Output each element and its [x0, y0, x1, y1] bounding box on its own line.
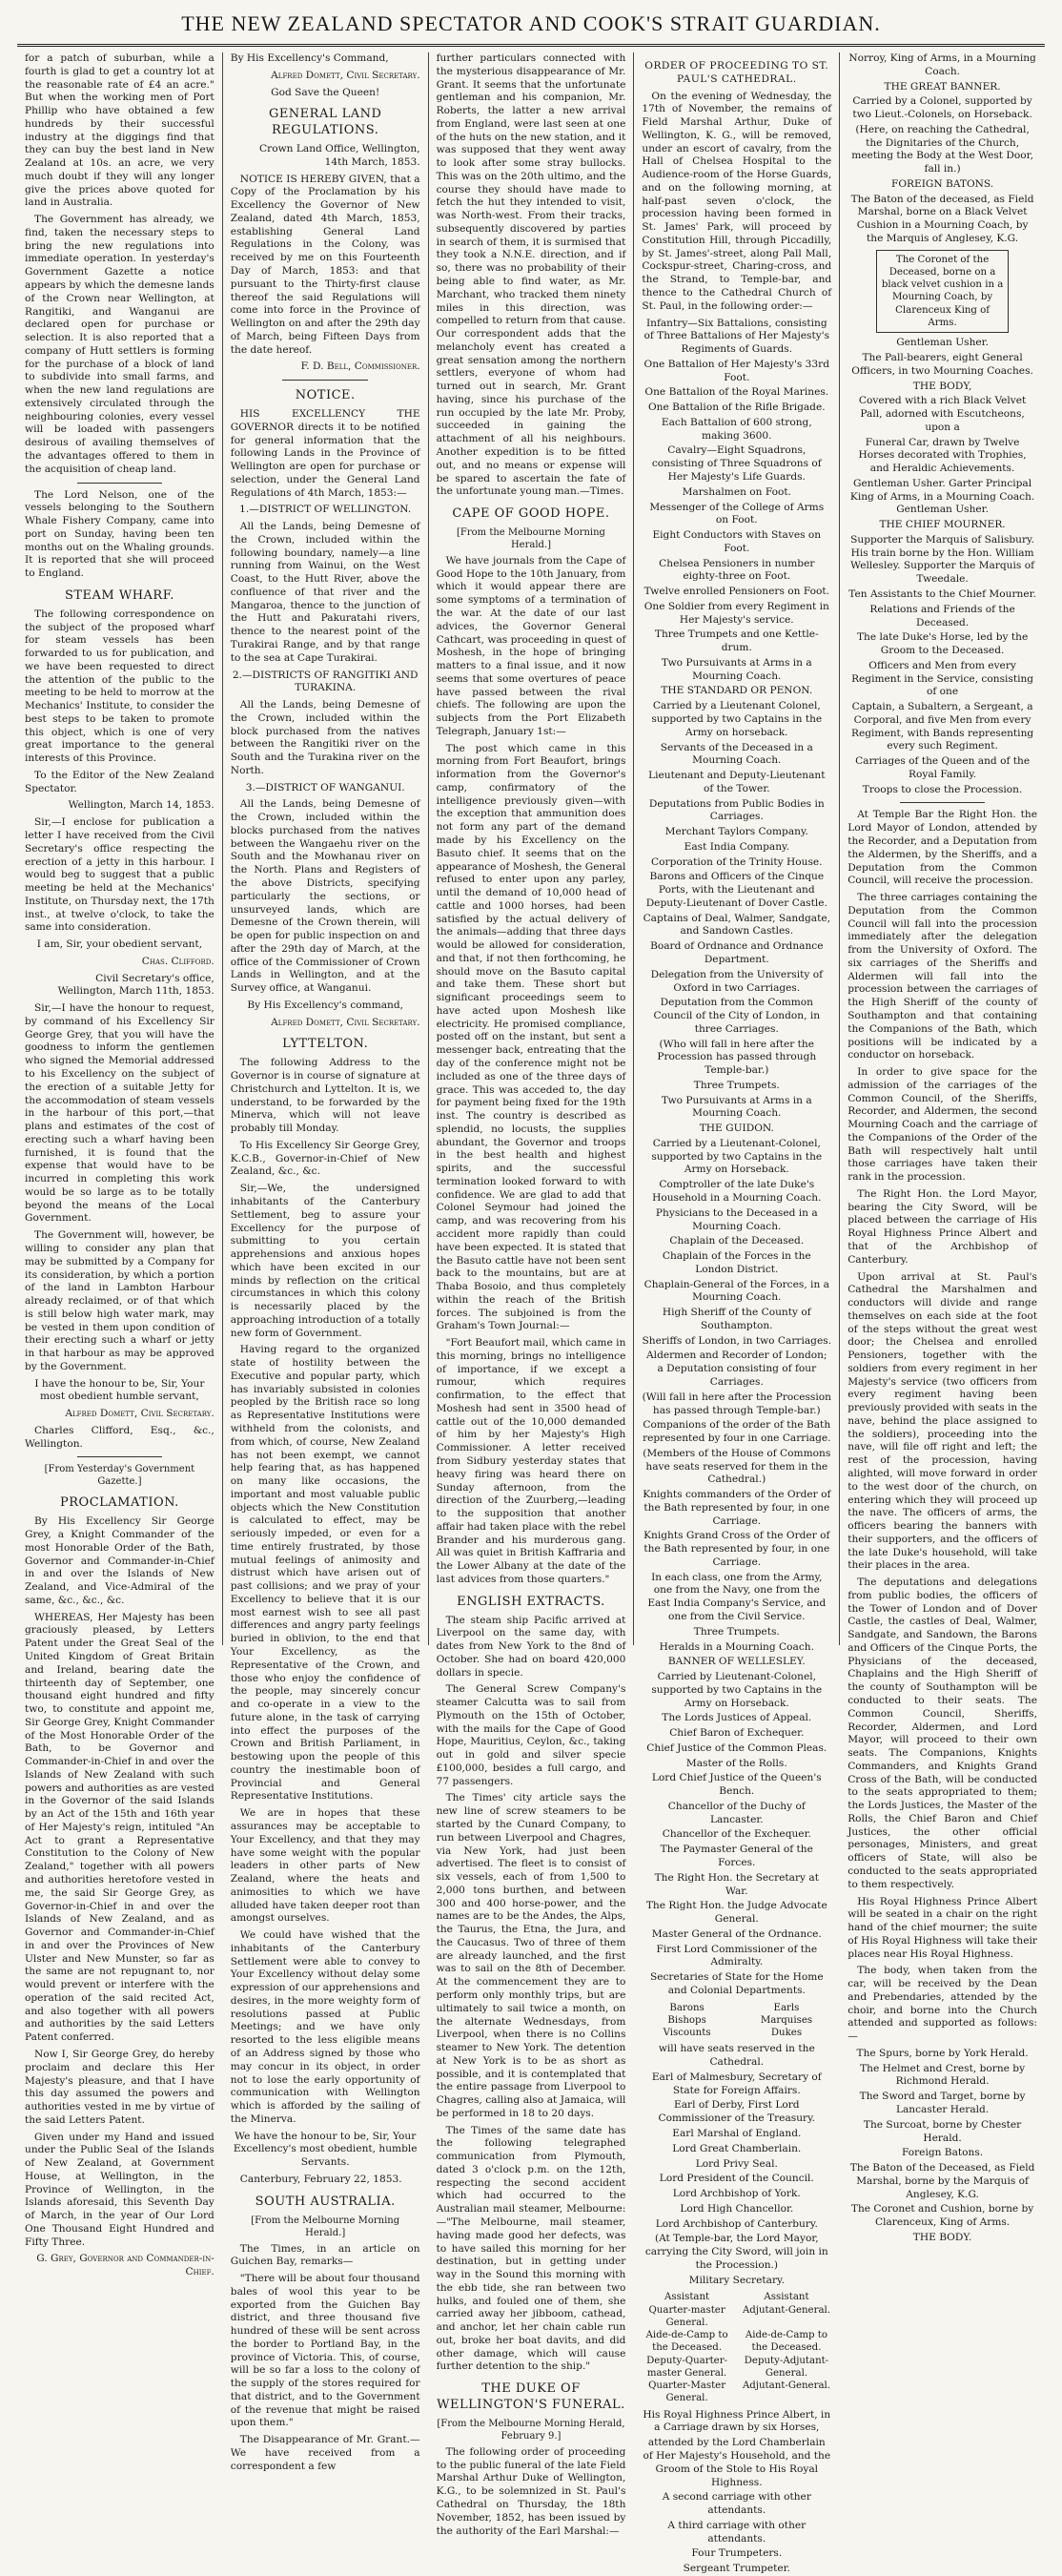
section-heading: THE DUKE OF WELLINGTON'S FUNERAL. — [437, 2381, 625, 2413]
procession-item: Corporation of the Trinity House. — [651, 855, 823, 868]
article-paragraph: Sir,—I enclose for publication a letter I have received from the Civil Secretary's office respecting the erection of a jetty in this harbour. I would beg to suggest that a public meeting be held at the Mechanics' Institute, on Thursday next, the 17th inst., at twelve o'clock, to take the same into consideration. — [25, 816, 214, 934]
section-heading: CAPE OF GOOD HOPE. — [452, 506, 610, 522]
gentleman-usher: Gentleman Usher. — [896, 337, 989, 349]
article-paragraph: Now I, Sir George Grey, do hereby proclaim and declare this Her Majesty's pleasure, and that I have this day assumed the powers and authorities vested in me by virtue of the said Letters Patent. — [25, 2048, 214, 2126]
source-line: [From the Melbourne Morning Herald, February 9.] — [437, 2418, 625, 2442]
column-4 — [634, 52, 840, 2575]
officer-title: Adjutant-General. — [742, 2380, 831, 2392]
article-paragraph: The following Address to the Governor is in course of signature at Christchurch and Lyttelton. It is, we understand, to be forwarded by the Minerva, which will not leave probably till Monday. — [230, 1057, 420, 1135]
procession-item: Captains of Deal, Walmer, Sandgate, and Sandown Castles. — [643, 912, 831, 938]
procession-item: Carried by Lieutenant-Colonel, supported by two Captains in the Army on Horseback. — [651, 1671, 823, 1709]
procession-item: THE STANDARD OR PENON. — [661, 685, 813, 697]
closing: I am, Sir, your obedient servant, — [36, 938, 203, 951]
procession-item: Delegation from the University of Oxford in two Carriages. — [650, 968, 823, 994]
procession-item: Three Trumpets. — [693, 1625, 780, 1638]
article-paragraph: NOTICE IS HEREBY GIVEN, that a Copy of the Proclamation by his Excellency the Governor of New Zealand, dated 4th March, 1853, establishing General Land Regulations in the Colony, was received by me on this Fourteenth Day of March, 1853: and that pursuant to the Thirty-first clause thereof the said Regulations will come into force in the Province of Wellington on and after the 29th day of March, being Fifteen Days from the date hereof. — [230, 173, 420, 356]
procession-item: The Spurs, borne by York Herald. — [856, 2047, 1029, 2059]
article-paragraph: By His Excellency Sir George Grey, a Knight Commander of the most Honorable Order of the Bath, Governor and Commander-in-Chief in and over the Islands of New Zealand, and Vice-Admiral of the same, &c., &c., &c. — [25, 1515, 214, 1606]
procession-item: Carriages of the Queen and of the Royal Family. — [855, 755, 1031, 780]
procession-item: Chancellor of the Duchy of Lancaster. — [667, 1800, 806, 1825]
columns — [17, 52, 1045, 2575]
article-paragraph: To His Excellency Sir George Grey, K.C.B., Governor-in-Chief of New Zealand, &c., &c. — [230, 1139, 420, 1178]
procession-item: THE CHIEF MOURNER. — [879, 519, 1006, 531]
procession-item: Three Trumpets and one Kettle-drum. — [654, 629, 819, 654]
procession-item: THE GREAT BANNER. — [884, 80, 1001, 93]
procession-item: Knights commanders of the Order of the Bath represented by four, in one Carriage. — [643, 1489, 831, 1527]
peers-list — [642, 2002, 831, 2040]
peer-rank: Bishops — [667, 2014, 706, 2026]
section-heading: NOTICE. — [295, 388, 356, 403]
procession-item: Cavalry—Eight Squadrons, consisting of Three Squadrons of Her Majesty's Life Guards. — [651, 444, 822, 483]
procession-item: First Lord Commissioner of the Admiralty. — [656, 1943, 818, 1968]
peer-rank: Viscounts — [663, 2028, 711, 2039]
procession-item: Chief Justice of the Common Pleas. — [646, 1741, 827, 1754]
procession-item: Norroy, King of Arms, in a Mourning Coach. — [848, 52, 1036, 77]
procession-item: Lord Great Chamberlain. — [672, 2142, 802, 2154]
article-paragraph: further particulars connected with the mysterious disappearance of Mr. Grant. It seems that the unfortunate gentleman and his companion, Mr. Roberts, the latter a new arrival from England, were last seen at one of the huts on the new station, and it was supposed that they went away to look after some stray bullocks. This was on the 20th ultimo, and the course they should have made to fetch the hut they intended to visit, was North-west. From their tracks, subsequently discovered by parties in search of them, it is surmised that they took a N.N.E. direction, and if so, there was no probability of their being able to find water, as Mr. Marchant, who tracked them ninety miles in this direction, was compelled to return from that cause. Our correspondent adds that the melancholy event has created a great sensation among the northern settlers, everyone of whom had turned out in search, Mr. Grant having, since his purchase of the run occupied by the late Mr. Proby, succeeded in gaining the attachment of all his neighbours. Another expedition is to be fitted out, and no means or expense will be spared to ascertain the fate of the unfortunate young man.—Times. — [436, 52, 626, 498]
coronet-box — [876, 250, 1009, 334]
procession-item: BANNER OF WELLESLEY. — [667, 1656, 806, 1668]
procession-item: Lord Chief Justice of the Queen's Bench. — [651, 1772, 822, 1798]
article-paragraph: We have journals from the Cape of Good Hope to the 10th January, from which it would appear there are some symptoms of a termination of the war. At the date of our last advices, the Governor General Cathcart, was proceeding in quest of Moshesh, in the hope of bringing matters to a final issue, and it now seems that some overtures of peace have passed between the rival chiefs. The following are upon the subjects from the Port Elizabeth Telegraph, January 1st:— — [436, 554, 626, 737]
article-paragraph: All the Lands, being Demesne of the Crown, included within the block purchased from the natives between the Rangitiki river on the South and the Turakina river on the North. — [230, 699, 420, 776]
procession-item: Physicians to the Deceased in a Mourning Coach. — [655, 1206, 818, 1232]
procession-item: will have seats reserved in the Cathedral. — [658, 2043, 815, 2069]
peer-rank: Barons — [669, 2002, 705, 2013]
signature: Chas. Clifford. — [141, 955, 214, 967]
procession-item: A third carriage with other attendants. — [667, 2519, 807, 2545]
column-2 — [223, 52, 429, 2472]
officer-title: Deputy-Adjutant-General. — [744, 2355, 829, 2379]
article-paragraph: We could have wished that the inhabitants of the Canterbury Settlement were able to convey to Your Excellency without delay some expression of our apprehensions and desires, in the more weighty form of resolutions passed at Public Meetings; and we have only resorted to the less eligible means of an Address signed by those who may concur in its object, in order not to lose the early opportunity of communication with Wellington which is afforded by the sailing of the Minerva. — [230, 1929, 420, 2125]
section-heading: LYTTELTON. — [282, 1037, 369, 1052]
article-paragraph: The following order of proceeding to the public funeral of the late Field Marshal Arthur Duke of Wellington, K.G., to be solemnized in St. Paul's Cathedral on Thursday, the 18th November, 1852, has been issued by the authority of the Earl Marshal:— — [436, 2445, 626, 2537]
procession-item: Earl of Derby, First Lord Commissioner of the Treasury. — [658, 2099, 816, 2125]
procession-item: Aldermen and Recorder of London; a Deputation consisting of four Carriages. — [646, 1350, 827, 1388]
procession-item: Sheriffs of London, in two Carriages. — [642, 1334, 832, 1347]
peer-rank: Marquises — [760, 2014, 813, 2026]
procession-item: The Baton of the Deceased, as Field Marshal, borne by the Marquis of Anglesey, K.G. — [849, 2162, 1035, 2200]
peer-rank: Earls — [773, 2002, 800, 2013]
officer-title: Quarter-Master General. — [648, 2380, 726, 2404]
article-paragraph: The post which came in this morning from Fort Beaufort, brings information from the Governor's camp, confirmatory of the intelligence previously given—with the exception that ammunition does not form any part of the demand made by his Excellency on the Basuto chief. It seems that on the appearance of Moshesh, the General refused to enter upon any parley, until the demand of 10,000 head of cattle and 1000 horses, had been satisfied by the actual delivery of the animals—adding that three days would be allowed for consideration, and that, if not then forthcoming, he should move on the Basuto capital and take them. These short but significant proceedings seem to have acted upon Moshesh like electricity. He promised compliance, posted off on the instant, but sent a messenger back, entreating that the day of the conference might not be included as one of the three days of grace. This was acceded to, the day for payment being fixed for the 19th inst. The country is described as splendid, no locusts, the supplies abundant, the Governor and troops in the best health and highest spirits, and the successful termination looked forward to with confidence. We are glad to add that Colonel Seymour had joined the camp, and was recovering from his accident more rapidly than could have been expected. It is stated that the Basuto cattle have not been sent back to the mountains, but are at Thaba Bosoio, and thus completely within the reach of the British forces. The subjoined is from the Graham's Town Journal:— — [436, 742, 626, 1332]
procession-item: His Royal Highness Prince Albert, in a Carriage drawn by six Horses, — [643, 2408, 831, 2434]
article-paragraph: The deputations and delegations from public bodies, the officers of the Tower of London and of Dover Castle, the castles of Deal, Walmer, Sandgate, and Sandown, the Barons and Officers of the Cinque Ports, the Physicians of the deceased, Chaplains and the High Sheriff of the county of Southampton will be conducted to their seats. The Common Council, Sheriffs, Recorder, Aldermen, and Lord Mayor, will proceed to their own seats. The Companions, Knights Commanders, and Knights Grand Cross of the Bath, will be conducted to the seats appropriated to them; the Lords Justices, the Master of the Rolls, the Chief Baron and Chief Justices, the other official personages, Ministers, and great officers of State, will also be conducted to the seats appropriated to them respectively. — [848, 1577, 1037, 1890]
procession-item: Twelve enrolled Pensioners on Foot. — [643, 586, 829, 598]
procession-item: Two Pursuivants at Arms in a Mourning Coach. — [661, 1094, 812, 1120]
procession-item: Heralds in a Mourning Coach. — [659, 1640, 814, 1653]
procession-item: The Helmet and Crest, borne by Richmond Herald. — [860, 2062, 1026, 2088]
article-paragraph: The Times' city article says the new line of screw steamers to be started by the Cunard Company, to run between Liverpool and Chagres, via New York, had just been advertised. The fleet is to consist of six vessels, each of from 1,500 to 2,000 tons burthen, and between 300 and 400 horse-power, and the names are to be the Andes, the Alps, the Taurus, the Etna, the Jura, and the Caucasus. Two of three of them are already launched, and the first was to sail on the 8th of December. At the commencement they are to perform only monthly trips, but are ultimately to sail twice a month, on the alternate Wednesdays, from Liverpool, when there is no Collins steamer to New York. The detention at New York is to be as short as possible, and it is contemplated that the entire passage from Liverpool to Chagres, calling also at Jamaica, will be performed in 18 to 20 days. — [436, 1792, 626, 2119]
procession-item: Two Pursuivants at Arms in a Mourning Coach. — [661, 656, 812, 682]
article-paragraph: The General Screw Company's steamer Calcutta was to sail from Plymouth on the 15th of October, with the mails for the Cape of Good Hope, Mauritius, Ceylon, &c., taking out in gold and silver specie £100,000, besides a full cargo, and 77 passengers. — [436, 1683, 626, 1787]
article-paragraph: The Right Hon. the Lord Mayor, bearing the City Sword, will be placed between the carriage of His Royal Highness Prince Albert and that of the Archbishop of Canterbury. — [848, 1187, 1037, 1266]
procession-item: (Members of the House of Commons have seats reserved for them in the Cathedral.) — [643, 1447, 831, 1486]
procession-item: Lord Archbishop of Canterbury. — [655, 2217, 818, 2230]
procession-item: Ten Assistants to the Chief Mourner. — [848, 588, 1036, 600]
closing: By His Excellency's command, — [247, 999, 404, 1011]
procession-item: Earl Marshal of England. — [672, 2128, 802, 2139]
article-paragraph: The body, when taken from the car, will be received by the Dean and Prebendaries, attended by the choir, and borne into the Church attended and supported as follows:— — [848, 1965, 1037, 2043]
addressee: Charles Clifford, Esq., &c., Wellington. — [25, 1424, 214, 1450]
article-paragraph: Sir,—I have the honour to request, by command of his Excellency Sir George Grey, that you will have the goodness to inform the gentlemen who signed the Memorial addressed to his Excellency on the subject of the erection of a suitable Jetty for the accommodation of steam vessels in the harbour of this port,—that plans and estimates of the cost of erecting such a wharf having been furnished, it is found that the expense that would have to be incurred in completing this work would be so large as to be totally beyond the means of the Local Government. — [25, 1002, 214, 1225]
procession-item: High Sheriff of the County of Southampton. — [662, 1307, 811, 1331]
procession-item: The Sword and Target, borne by Lancaster Herald. — [859, 2091, 1026, 2115]
dateline: Canterbury, February 22, 1853. — [239, 2173, 402, 2185]
closing: God Save the Queen! — [271, 86, 380, 98]
procession-item: Knights Grand Cross of the Order of the Bath represented by four, in one Carriage. — [643, 1530, 830, 1568]
procession-item: One Battalion of the Royal Marines. — [644, 386, 829, 399]
article-paragraph: All the Lands, being Demesne of the Crown, included within the following boundary, namely—a line running from Wainui, on the West Coast, to the Hutt River, above the confluence of that river and the Mangaroa, thence to the junction of the Hutt and Pakuratahi rivers, thence to the nearest point of the Turakirai Range, and by that range to the sea at Cape Turakirai. — [230, 521, 420, 664]
procession-item: The late Duke's Horse, led by the Groom to the Deceased. — [856, 631, 1029, 657]
procession-item: Chaplain of the Forces in the London District. — [662, 1250, 811, 1275]
procession-item: The Surcoat, borne by Chester Herald. — [863, 2118, 1022, 2144]
officer-title: Assistant Quarter-master General. — [648, 2292, 725, 2328]
article-paragraph: At Temple Bar the Right Hon. the Lord Mayor of London, attended by the Recorder, and a Deputation from the Aldermen, by the Sheriffs, and a Deputation from the Common Council, will receive the procession. — [848, 809, 1037, 887]
procession-item: Supporter the Marquis of Salisbury. His train borne by the Hon. William Wellesley. Supporter the Marquis of Tweedale. — [850, 533, 1035, 586]
procession-item: Officers and Men from every Regiment in the Service, consisting of one — [851, 659, 1034, 698]
column-5 — [840, 52, 1045, 2243]
officer-title: Deputy-Quarter-master General. — [646, 2355, 728, 2379]
dateline: Crown Land Office, Wellington, 14th March, 1853. — [259, 143, 420, 168]
signature: Alfred Domett, Civil Secretary. — [271, 1016, 420, 1028]
procession-item: Deputations from Public Bodies in Carriages. — [648, 797, 825, 823]
procession-item: Gentleman Usher. Garter Principal King of Arms, in a Mourning Coach. Gentleman Usher. — [849, 477, 1035, 516]
procession-item: Captain, a Subaltern, a Sergeant, a Corporal, and five Men from every Regiment, with Bands representing every such Regiment. — [850, 701, 1034, 752]
procession-item: Each Battalion of 600 strong, making 3600. — [661, 416, 812, 442]
section-heading: ENGLISH EXTRACTS. — [457, 1594, 605, 1609]
article-paragraph: Having regard to the organized state of hostility between the Executive and popular party, which has invariably subsisted in colonies peopled by the British race so long as Representative Institutions were withheld from the colonists, and from which, of course, New Zealand has not been exempt, we cannot help fearing that, as has happened on many like occasions, the important and most valuable public objects which the New Constitution is calculated to effect, may be seriously impeded, or even for a time entirely frustrated, by those mutual feelings of animosity and distrust which have arisen out of past collisions; and we pray of your Excellency to believe that it is our most earnest wish to see all past differences and angry party feelings buried in oblivion, to the end that Your Excellency, as the Representative of the Crown, and those who enjoy the confidence of the people, may sincerely concur and co-operate in a view to the future alone, in the task of carrying into effect the purposes of the Crown and British Parliament, in bestowing upon the people of this country the inestimable boon of Provincial and General Representative Institutions. — [230, 1344, 420, 1803]
procession-item: Lieutenant and Deputy-Lieutenant of the Tower. — [648, 770, 826, 794]
procession-list-2 — [642, 2043, 831, 2287]
section-heading: STEAM WHARF. — [64, 587, 174, 603]
divider — [282, 380, 367, 381]
procession-item: THE BODY, — [912, 380, 972, 392]
procession-item: (Will fall in here after the Procession has passed through Temple-bar.) — [642, 1391, 831, 1416]
procession-item: The Lords Justices of Appeal. — [662, 1712, 812, 1724]
officer-title: Assistant Adjutant-General. — [742, 2292, 831, 2316]
column-1 — [17, 52, 223, 2278]
signature: G. Grey, Governor and Commander-in-Chief. — [36, 2253, 214, 2278]
procession-item: Funeral Car, drawn by Twelve Horses decorated with Trophies, and Heraldic Achievements. — [858, 436, 1027, 475]
procession-item: Chief Baron of Exchequer. — [669, 1727, 805, 1740]
procession-item: Infantry—Six Battalions, consisting of Three Battalions of Her Majesty's Regiments of Guards. — [643, 317, 830, 356]
article-paragraph: Upon arrival at St. Paul's Cathedral the Marshalmen and conductors will divide and range themselves on each side at the foot of the steps without the great west door; the Chelsea and enrolled Pensioners, together with the soldiers from every regiment in her Majesty's service (two officers from every regiment having been previously provided with seats in the nave, behind the place assigned to the soldiers), proceeding into the nave, will file off right and left; the rest of the procession, having alighted, will move forward in order to the west door of the church, on entering which they will proceed up the nave. The officers of arms, the officers bearing the banners with their supporters, and the officers of the late Duke's household, will take their places in the area. — [848, 1270, 1037, 1572]
procession-list-3 — [642, 2409, 831, 2576]
signature: Alfred Domett, Civil Secretary. — [65, 1408, 214, 1420]
source-line: [From the Melbourne Morning Herald.] — [251, 2215, 400, 2238]
signature: Alfred Domett, Civil Secretary. — [271, 69, 420, 81]
article-paragraph: Given under my Hand and issued under the Public Seal of the Islands of New Zealand, at Government House, at Wellington, in the Province of Wellington, in the Islands aforesaid, this Seventh Day of March, in the year of Our Lord One Thousand Eight Hundred and Fifty Three. — [25, 2131, 214, 2248]
divider — [900, 802, 985, 803]
article-paragraph: All the Lands, being Demesne of the Crown, included within the blocks purchased from the natives between the Wangaehu river on the South and the Mowhanau river on the North. Plans and Registers of the above Districts, specifying particularly the sections, or unsurveyed lands, which are Demesne of the Crown therein, will be open for public inspection on and after the 29th day of March, at the office of the Commissioner of Crown Lands in Wellington, and at the Survey office, at Wanganui. — [230, 798, 420, 995]
officers-list — [642, 2291, 831, 2404]
article-paragraph: HIS EXCELLENCY THE GOVERNOR directs it to be notified for general information that the following Lands in the Province of Wellington are open for purchase or selection, under the General Land Regulations of 4th March, 1853:— — [230, 407, 420, 499]
procession-item: In each class, one from the Army, one from the Navy, one from the East India Company's Service, and one from the Civil Service. — [647, 1571, 827, 1622]
source-line: [From the Melbourne Morning Herald.] — [457, 526, 605, 550]
section-heading: ORDER OF PROCEEDING TO ST. PAUL'S CATHEDRAL. — [644, 60, 829, 85]
procession-item: One Battalion of the Rifle Brigade. — [647, 402, 826, 414]
article-paragraph: WHEREAS, Her Majesty has been graciously pleased, by Letters Patent under the Great Seal of the United Kingdom of Great Britain and Ireland, bearing date the thirteenth day of September, one thousand eight hundred and fifty two, to constitute and appoint me, Sir George Grey, Knight Commander of the Most Honorable Order of the Bath, to be Governor and Commander-in-Chief in and over the Islands of New Zealand with such powers and authorities as are vested in the Governor of the said Islands by an Act of the 15th and 16th year of Her Majesty's reign, intituled "An Act to grant a Representative Constitution to the Colony of New Zealand," together with all powers and authorities heretofore vested in me, the said Sir George Grey, as Governor-in-Chief in and over the Islands of New Zealand, and as Governor and Commander-in-Chief in and over the Provinces of New Ulster and New Munster, so far as the same are not repugnant to, nor would prevent or interfere with the operation of the said recited Act, and also together with all powers and authorities by the said Letters Patent conferred. — [25, 1611, 214, 2044]
procession-item: (At Temple-bar, the Lord Mayor, carrying the City Sword, will join in the Procession.) — [644, 2233, 828, 2271]
article-paragraph: The Government will, however, be willing to consider any plan that may be submitted by a Company for its consideration, by which a portion of the land in Lambton Harbour already reclaimed, or of that which is still below high water mark, may be vested in them upon condition of their erecting such a wharf or jetty in that harbour as may be approved by the Government. — [25, 1229, 214, 1372]
procession-item: Master General of the Ordnance. — [651, 1927, 822, 1940]
procession-item: attended by the Lord Chamberlain of Her Majesty's Household, and the Groom of the Stole to His Royal Highness. — [643, 2437, 831, 2488]
column-3 — [429, 52, 635, 2537]
subheading: 2.—DISTRICTS OF RANGITIKI AND TURAKINA. — [232, 669, 419, 694]
article-paragraph: The following correspondence on the subject of the proposed wharf for steam vessels has been forwarded to us for publication, and we have been requested to direct the attention of the public to the meeting to be held to morrow at the Mechanics' Institute, to consider the best steps to be taken to promote this object, which is one of very great importance to the general interests of this Province. — [25, 608, 214, 765]
article-paragraph: By His Excellency's Command, — [230, 52, 389, 64]
article-paragraph: The three carriages containing the Deputation from the Common Council will fall into the procession immediately after the delegation from the University of Oxford. The six carriages of the Sheriffs and Aldermen will fall into the procession between the carriages of the High Sheriff of the county of Southampton and that containing the Companions of the Bath, which positions will be indicated by a conductor on horseback. — [848, 892, 1037, 1061]
procession-item: Barons and Officers of the Cinque Ports, with the Lieutenant and Deputy-Lieutenant of Dover Castle. — [645, 871, 827, 909]
closing: I have the honour to be, Sir, Your most obedient humble servant, — [34, 1377, 205, 1403]
procession-item: A second carriage with other attendants. — [662, 2491, 811, 2517]
procession-item: Covered with a rich Black Velvet Pall, adorned with Escutcheons, upon a — [858, 395, 1027, 433]
peer-rank: Dukes — [770, 2028, 803, 2039]
procession-item: Lord Archbishop of York. — [672, 2188, 801, 2200]
procession-item: The Right Hon. the Judge Advocate General. — [645, 1900, 827, 1926]
procession-item: Troops to close the Procession. — [862, 783, 1023, 795]
article-paragraph: Sir,—We, the undersigned inhabitants of the Canterbury Settlement, beg to assure your Excellency for the purpose of submitting to you certain apprehensions and anxious hopes which have been excited in our minds by reflection on the critical circumstances in which this colony is necessarily placed by the approaching introduction of a totally new form of Government. — [230, 1183, 420, 1339]
procession-item: Carried by a Colonel, supported by two Lieut.-Colonels, on Horseback. — [852, 95, 1032, 121]
procession-item: Lord High Chancellor. — [680, 2202, 794, 2215]
article-paragraph: On the evening of Wednesday, the 17th of November, the remains of Field Marshal Arthur, Duke of Wellington, K. G., will be removed, under an escort of cavalry, from the Hall of Chelsea Hospital to the Audience-room of the Horse Guards, and on the following morning, at half-past seven o'clock, the procession having been formed in St. James' Park, will proceed by Constitution Hill, through Piccadilly, by St. James'-street, along Pall Mall, Cockspur-street, Charing-cross, and the Strand, to Temple-bar, and thence to the Cathedral Church of St. Paul, in the following order:— — [642, 90, 832, 312]
article-paragraph: To the Editor of the New Zealand Spectator. — [25, 769, 214, 794]
officer-title: Aide-de-Camp to the Deceased. — [745, 2330, 828, 2354]
procession-item: Servants of the Deceased in a Mourning Coach. — [660, 741, 813, 767]
article-paragraph: The Government has already, we find, taken the necessary steps to bring the new regulations into immediate operation. In yesterday's Government Gazette a notice appears by which the demesne lands of the Crown near Wellington, at Rangitiki, and Wanganui are declared open for purchase or selection. It is also reported that a company of Hutt settlers is forming for the purchase of a block of land to subdivide into small farms, and when the new land regulations are extensively circulated through the neighbouring colonies, every vessel will be loaded with passengers desirous of availing themselves of the advantages offered to them in the acquisition of cheap land. — [25, 214, 214, 475]
procession-item: Companions of the order of the Bath represented by four in one Carriage. — [643, 1419, 831, 1445]
procession-item: The Right Hon. the Secretary at War. — [654, 1871, 819, 1897]
signature: F. D. Bell, Commissioner. — [300, 361, 420, 373]
procession-item: Master of the Rolls. — [685, 1757, 787, 1769]
article-paragraph: His Royal Highness Prince Albert will be seated in a chair on the right hand of the chief mourner; the suite of His Royal Highness will take their places near His Royal Highness. — [848, 1895, 1037, 1960]
procession-item: One Battalion of Her Majesty's 33rd Foot. — [643, 358, 830, 383]
article-paragraph: In order to give space for the admission of the carriages of the Common Council, of the Sheriffs, Recorder, and Aldermen, the second Mourning Coach and the carriage of the Companions of the Order of the Bath will respectively halt until those carriages have taken their rank in the procession. — [848, 1066, 1037, 1184]
procession-item: The Pall-bearers, eight General Officers, in two Mourning Coaches. — [851, 351, 1033, 377]
procession-item: Foreign Batons. — [901, 2147, 984, 2159]
article-paragraph: The Disappearance of Mr. Grant.—We have received from a correspondent a few — [230, 2434, 420, 2472]
divider — [77, 1456, 162, 1457]
procession-item: Eight Conductors with Staves on Foot. — [652, 529, 822, 554]
procession-item: The Baton of the deceased, as Field Marshal, borne on a Black Velvet Cushion in a Mourning Coach, by the Marquis of Anglesey, K.G. — [850, 193, 1034, 244]
procession-item: (Here, on reaching the Cathedral, the Dignitaries of the Church, meeting the Body at the West Door, fall in.) — [851, 123, 1033, 175]
coronet-text: The Coronet of the Deceased, borne on a black velvet cushion in a Mourning Coach, by Clarenceux King of Arms. — [881, 254, 1004, 328]
procession-item: Messenger of the College of Arms on Foot. — [649, 501, 825, 526]
section-heading: PROCLAMATION. — [60, 1495, 179, 1511]
article-paragraph: "There will be about four thousand bales of wool this year to be exported from the Guichen Bay district, and three thousand five hundred of these will be sent across the border to Portland Bay, in the province of Victoria. This, of course, will be so far a loss to the colony of the supply of the stores required for that district, and to the Government of the revenue that might be raised upon them." — [230, 2273, 420, 2429]
officer-title: Aide-de-Camp to the Deceased. — [645, 2330, 728, 2354]
article-paragraph: The Lord Nelson, one of the vessels belonging to the Southern Whale Fishery Company, came into port on Sunday, having been ten months out on the Whaling grounds. It is reported that she will proceed to England. — [25, 488, 214, 580]
procession-item: THE GUIDON. — [699, 1123, 774, 1135]
article-paragraph: "Fort Beaufort mail, which came in this morning, brings no intelligence of importance, if we except a rumour, which requires confirmation, to the effect that Moshesh had sent in 3500 head of cattle out of the 10,000 demanded of him by her Majesty's High Commissioner. A letter received from Sidbury yesterday states that heavy firing was heard there on Sunday afternoon, from the direction of the Zuurberg,—leading to the supposition that another affair had taken place with the rebel Brander and his murderous gang. All was quiet in British Kaffraria and the Lower Albany at the date of the last advices from those quarters." — [436, 1337, 626, 1585]
article-paragraph: for a patch of suburban, while a fourth is glad to get a country lot at the reasonable rate of £4 an acre." But when the working men of Port Phillip who have obtained a few hundreds by their successful industry at the diggings find that they can buy the best land in New Zealand at 10s. an acre, we very much doubt if they will any longer give the prices above quoted for land in Australia. — [25, 52, 214, 209]
section-heading: GENERAL LAND REGULATIONS. — [268, 107, 382, 138]
procession-item: East India Company. — [684, 840, 789, 853]
procession-item: Merchant Taylors Company. — [664, 826, 808, 838]
procession-item: The Paymaster General of the Forces. — [660, 1844, 813, 1868]
procession-item: (Who will fall in here after the Procession has passed through Temple-bar.) — [657, 1038, 817, 1077]
procession-item: Deputation from the Common Council of the City of London, in three Carriages. — [653, 997, 821, 1035]
procession-item: The Coronet and Cushion, borne by Clarenceux, King of Arms. — [850, 2203, 1034, 2229]
procession-item: Marshalmen on Foot. — [682, 485, 791, 498]
procession-item: Secretaries of State for the Home and Colonial Departments. — [649, 1971, 824, 1996]
dateline: Wellington, March 14, 1853. — [68, 799, 214, 812]
closing: We have the honour to be, Sir, Your Excellency's most obedient, humble Servants. — [233, 2130, 418, 2169]
divider — [77, 483, 162, 484]
procession-item: Earl of Malmesbury, Secretary of State for Foreign Affairs. — [651, 2071, 822, 2096]
masthead: THE NEW ZEALAND SPECTATOR AND COOK'S STRAIT GUARDIAN. — [17, 0, 1045, 47]
procession-item: Sergeant Trumpeter. — [683, 2563, 790, 2575]
procession-item: Chelsea Pensioners in number eighty-three on Foot. — [659, 557, 815, 583]
procession-item: Military Secretary. — [688, 2274, 785, 2286]
article-paragraph: The Times of the same date has the following telegraphed communication from Plymouth, dated 3 o'clock p.m. on the 12th, respecting the second accident which had occurred to the Australian mail steamer, Melbourne:—"The Melbourne, mail steamer, having made good her defects, was to have sailed this morning for her destination, but in getting under way in the Sound this morning with the ebb tide, she ran between two hulks, and fouled one of them, she carried away her jibboom, cathead, and anchor, let her chain cable run out, broke her boat davits, and did other damage, which will cause further detention to the ship." — [436, 2124, 626, 2373]
procession-item: FOREIGN BATONS. — [891, 177, 994, 190]
procession-item: One Soldier from every Regiment in Her Majesty's service. — [643, 600, 829, 626]
procession-list — [642, 318, 831, 1998]
procession-item: Board of Ordnance and Ordnance Department. — [650, 940, 824, 965]
article-paragraph: We are in hopes that these assurances may be acceptable to Your Excellency, and that they may have some weight with the popular leaders in other parts of New Zealand, where the heats and animosities to which we have alluded have taken deeper root than amongst ourselves. — [230, 1807, 420, 1925]
procession-item: THE BODY. — [912, 2231, 972, 2243]
procession-item: Comptroller of the late Duke's Household in a Mourning Coach. — [652, 1179, 822, 1205]
source-line: [From Yesterday's Government Gazette.] — [44, 1464, 195, 1488]
procession-item: Lord President of the Council. — [659, 2173, 814, 2185]
procession-item: Four Trumpeters. — [691, 2547, 783, 2560]
procession-item: Lord Privy Seal. — [695, 2157, 778, 2170]
dateline: Civil Secretary's office, Wellington, March 11th, 1853. — [57, 972, 214, 998]
article-paragraph: The Times, in an article on Guichen Bay, remarks— — [230, 2242, 420, 2268]
section-heading: SOUTH AUSTRALIA. — [255, 2194, 396, 2209]
procession-item: Chaplain-General of the Forces, in a Mourning Coach. — [643, 1278, 829, 1304]
subheading: 1.—DISTRICT OF WELLINGTON. — [239, 504, 412, 516]
procession-item: Relations and Friends of the Deceased. — [869, 603, 1015, 629]
procession-item: Chaplain of the Deceased. — [669, 1235, 805, 1247]
procession-item: Carried by a Lieutenant-Colonel, supported by two Captains in the Army on Horseback. — [651, 1137, 823, 1176]
procession-item: Carried by a Lieutenant Colonel, supported by two Captains in the Army on horseback. — [651, 700, 823, 738]
subheading: 3.—DISTRICT OF WANGANUI. — [245, 781, 405, 793]
procession-item: Three Trumpets. — [693, 1079, 780, 1091]
article-paragraph: The steam ship Pacific arrived at Liverpool on the same day, with dates from New York to the 8nd of October. She had on board 420,000 dollars in specie. — [436, 1614, 626, 1679]
procession-item: Chancellor of the Exchequer. — [662, 1828, 811, 1841]
